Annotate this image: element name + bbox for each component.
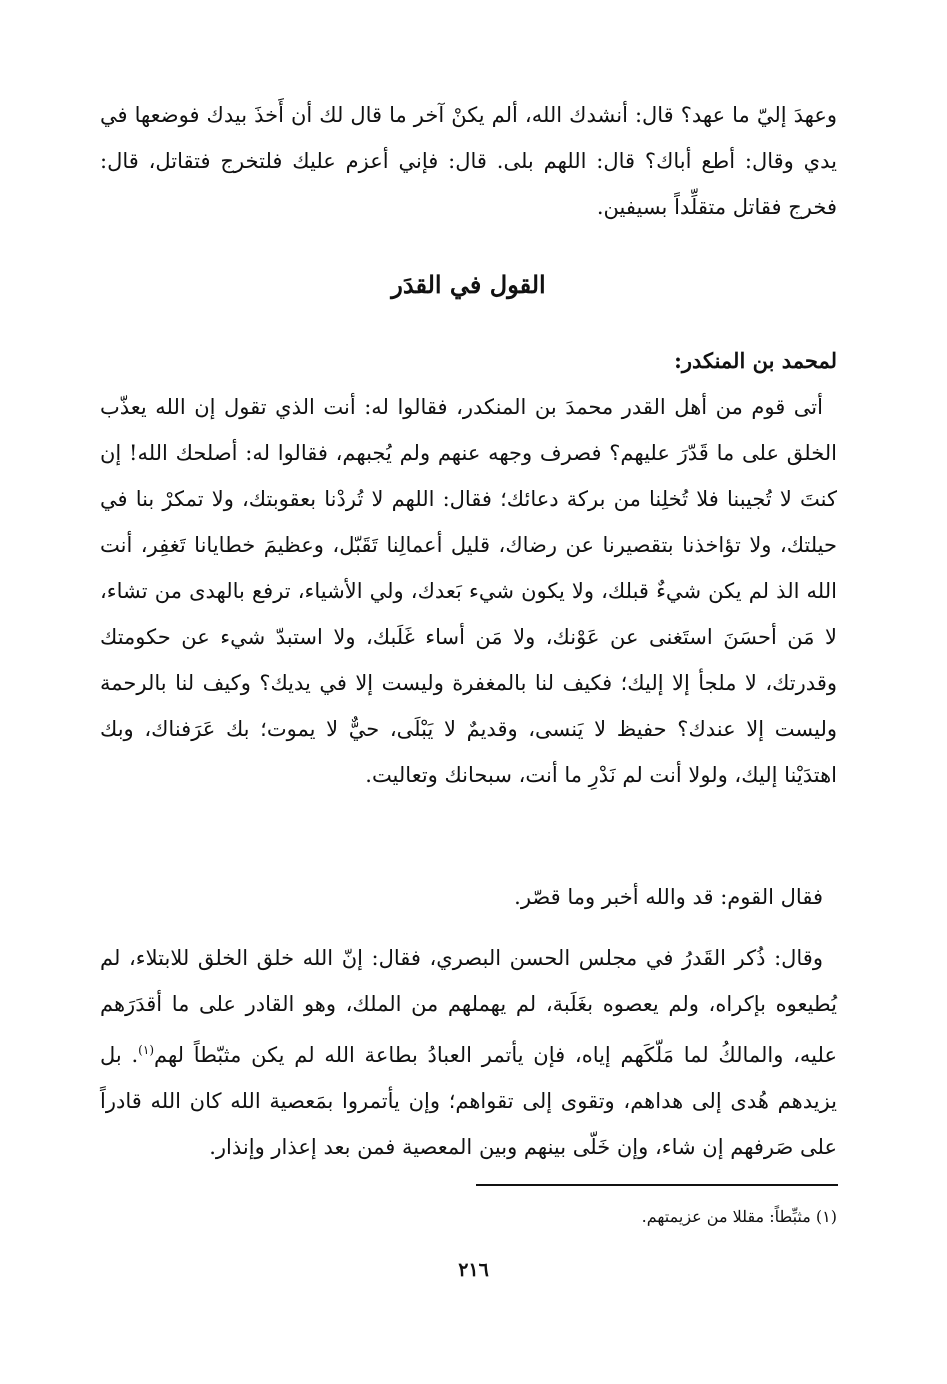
paragraph-hasan-text-1: وقال: ذُكر القَدرُ في مجلس الحسن البصري، فقال: إنّ الله خلق الخلق للابتلاء، لم يُطيعوه بإكراه، ولم يعصوه بغَلَبة، لم يهملهم من الملك، وهو القادر على ما أقدَرَهم عليه، والمالكُ لما مَلّكَهم إياه، فإن يأتمر العبادُ بطاعة الله لم يكن مثبّطاً لهم: [100, 946, 837, 1067]
footnote: (١) مثبِّطاً: مقللا من عزيمتهم.: [641, 1207, 837, 1226]
chapter-title: القول في القدَر: [391, 270, 546, 299]
page-number: ٢١٦: [458, 1259, 489, 1281]
paragraph-hasan: [100, 935, 837, 1170]
footnote-divider: [476, 1184, 838, 1186]
paragraph-hasan-text-2: . بل يزيدهم هُدى إلى هداهم، وتقوى إلى تقواهم؛ وإن يأتمروا بمَعصية الله كان الله قادراً على صَرفهم إن شاء، وإن خَلّى بينهم وبين المعصية فمن بعد إعذار وإنذار.: [100, 1043, 837, 1159]
paragraph-top: وعهدَ إليّ ما عهد؟ قال: أنشدك الله، ألم يكنْ آخر ما قال لك أن أَخذَ بيدك فوضعها في يدي وقال: أطع أباك؟ قال: اللهم بلى. قال: فإني أعزم عليك فلتخرج فتقاتل، قال: فخرج فقاتل متقلِّداً بسيفين.: [100, 103, 837, 219]
speaker-heading: لمحمد بن المنكدر:: [674, 348, 837, 373]
footnote-reference: (١): [138, 1043, 154, 1057]
paragraph-main: أتى قوم من أهل القدر محمدَ بن المنكدر، فقالوا له: أنت الذي تقول إن الله يعذّب الخلق على ما قَدّرَ عليهم؟ فصرف وجهه عنهم ولم يُجبهم، فقالوا له: أصلحك الله! إن كنتَ لا تُجيبنا فلا تُخلِنا من بركة دعائك؛ فقال: اللهم لا تُردْنا بعقوبتك، ولا تمكرْ بنا في حيلتك، ولا تؤاخذنا بتقصيرنا عن رضاك، قليل أعمالِنا تَقَبّل، وعظيمَ خطايانا تَغفِر، أنت الله الذ لم يكن شيءٌ قبلك، ولا يكون شيء بَعدك، ولي الأشياء، ترفع بالهدى من تشاء، لا مَن أحسَنَ استَغنى عن عَوْنك، ولا مَن أساء غَلَبك، ولا استبدّ شيء عن حكومتك وقدرتك، لا ملجأ إلا إليك؛ فكيف لنا بالمغفرة وليست إلا في يديك؟ وكيف لنا بالرحمة وليست إلا عندك؟ حفيظ لا يَنسى، وقديمٌ لا يَبْلَى، حيٌّ لا يموت؛ بك عَرَفناك، وبك اهتدَيْنا إليك، ولولا أنت لم نَدْرِ ما أنت، سبحانك وتعاليت.: [100, 395, 837, 787]
paragraph-reply: فقال القوم: قد والله أخبر وما قصّر.: [514, 885, 823, 909]
